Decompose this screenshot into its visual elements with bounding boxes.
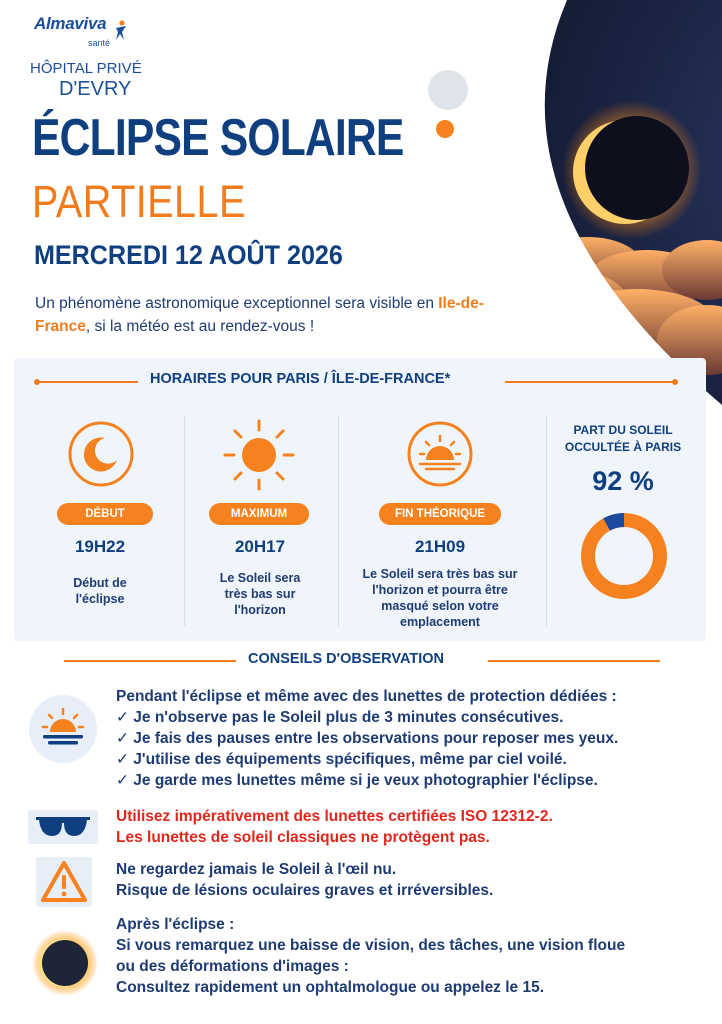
intro-text [35,292,495,338]
logo-line1: HÔPITAL PRIVÉ [30,60,142,77]
advice-line: Après l'éclipse : [116,916,235,933]
intro-part2: , si la météo est au rendez-vous ! [85,318,315,335]
title-dot-right [672,379,678,385]
title-line-left [38,381,138,383]
end-desc-line: l'horizon et pourra être [372,583,508,597]
advice-block-2 [116,806,553,848]
donut-visible-arc [607,520,624,524]
eclipse-photo [477,0,722,405]
event-date: MERCREDI 12 AOÛT 2026 [34,240,343,270]
logo-brand: Almaviva [34,14,107,33]
maximum-time: 20H17 [234,537,286,556]
maximum-desc-line: très bas sur [224,587,296,601]
schedule-title: HORAIRES POUR PARIS / ÎLE-DE-FRANCE* [150,371,451,387]
end-label: FIN THÉORIQUE [379,503,501,525]
sunset-circle-icon [28,694,98,764]
advice-line: Utilisez impérativement des lunettes certifiées ISO 12312-2. [116,808,553,825]
eclipse-icon [30,930,100,996]
advice-title: CONSEILS D'OBSERVATION [248,651,444,667]
glasses-icon [34,814,92,840]
end-desc [345,566,535,630]
advice-line: Ne regardez jamais le Soleil à l'œil nu. [116,861,397,878]
advice-line: ✓ Je n'observe pas le Soleil plus de 3 minutes consécutives. [116,709,564,726]
start-time: 19H22 [74,537,126,556]
donut-occulted-ring [588,520,660,592]
start-desc-line: Début de [73,576,127,590]
advice-line: Pendant l'éclipse et même avec des lunettes de protection dédiées : [116,688,617,705]
advice-block-3 [116,859,493,901]
end-time: 21H09 [414,537,466,556]
column-divider [546,416,547,626]
occultation-donut [580,512,668,600]
page-subtitle: PARTIELLE [32,176,246,227]
advice-block-4 [116,914,625,998]
advice-line-left [64,660,236,662]
maximum-label: MAXIMUM [209,503,309,525]
advice-line: ✓ J'utilise des équipements spécifiques, même par ciel voilé. [116,751,567,768]
sunset-icon [406,420,474,488]
logo-figure-icon [114,20,128,42]
start-desc [40,575,160,607]
occultation-label-line: PART DU SOLEIL [573,423,673,437]
warning-icon [40,860,88,904]
end-desc-line: masqué selon votre [381,599,499,613]
advice-line: ou des déformations d'images : [116,958,349,975]
advice-line: Consultez rapidement un ophtalmologue ou appelez le 15. [116,979,545,996]
advice-line: Risque de lésions oculaires graves et irréversibles. [116,882,494,899]
decorative-circle [428,70,468,110]
occultation-value: 92 % [592,466,654,496]
occultation-label [558,422,688,456]
moon-icon [67,420,135,488]
intro-part1: Un phénomène astronomique exceptionnel sera visible en [35,295,439,312]
occultation-label-line: OCCULTÉE À PARIS [564,440,682,454]
intro-region: Ile-de-France [35,295,484,335]
advice-line: ✓ Je garde mes lunettes même si je veux photographier l'éclipse. [116,772,598,789]
logo-line2: D'EVRY [59,78,132,100]
end-desc-line: emplacement [400,615,480,629]
hospital-logo [30,10,140,100]
advice-line: ✓ Je fais des pauses entre les observations pour reposer mes yeux. [116,730,619,747]
advice-line: Les lunettes de soleil classiques ne protègent pas. [116,829,490,846]
page-title: ÉCLIPSE SOLAIRE [32,109,404,167]
start-label: DÉBUT [57,503,153,525]
maximum-desc-line: Le Soleil sera [219,571,301,585]
decorative-dot [436,120,454,138]
title-line-right [505,381,675,383]
advice-block-1 [116,686,618,791]
maximum-desc [190,570,330,618]
maximum-desc-line: l'horizon [234,603,286,617]
end-desc-line: Le Soleil sera très bas sur [362,567,518,581]
start-desc-line: l'éclipse [75,592,125,606]
advice-line-right [488,660,660,662]
column-divider [184,416,185,626]
column-divider [338,416,339,626]
logo-sub: santé [88,38,111,48]
advice-line: Si vous remarquez une baisse de vision, des tâches, une vision floue [116,937,626,954]
sun-icon [222,418,296,492]
